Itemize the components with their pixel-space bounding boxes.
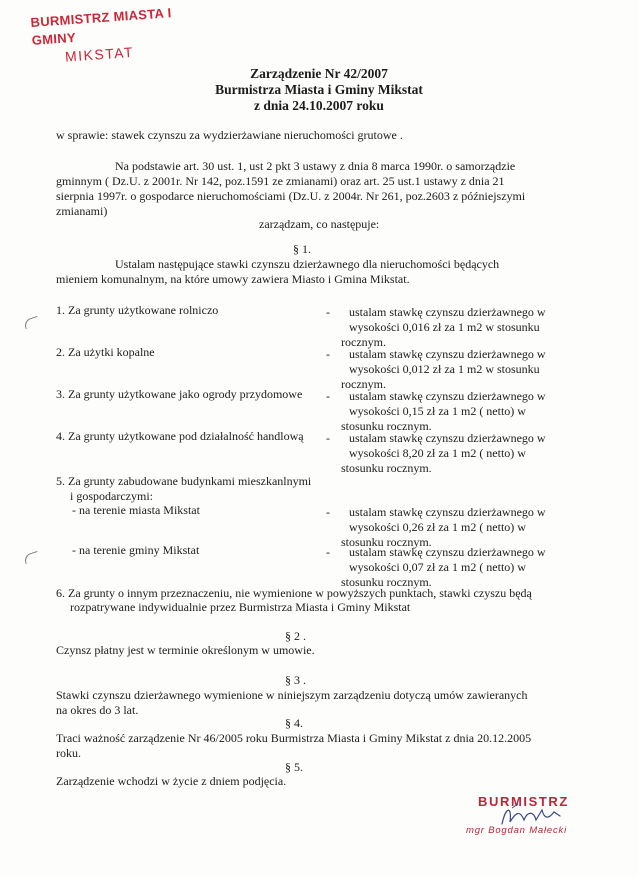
section-4-text-line-2: roku. <box>56 746 81 760</box>
item-3-detail-line-3: stosunku rocznym. <box>341 419 432 433</box>
signature-name-stamp: mgr Bogdan Małecki <box>466 825 567 836</box>
item-3-label: 3. Za grunty użytkowane jako ogrody przydomowe <box>56 387 303 401</box>
item-2-detail-line-3: rocznym. <box>341 377 386 391</box>
section-3-text-line-1: Stawki czynszu dzierżawnego wymienione w niniejszym zarządzeniu dotyczą umów zawieranych <box>56 688 528 702</box>
item-4-detail-line-3: stosunku rocznym. <box>341 461 432 475</box>
legal-basis-line-4: zmianami) <box>56 204 108 218</box>
item-4-dash: - <box>326 431 330 445</box>
legal-basis-line-3: sierpnia 1997r. o gospodarce nieruchomościami (Dz.U. z 2004r. Nr 261, poz.2603 z późniejszymi <box>56 189 526 203</box>
section-2-heading: § 2 . <box>285 629 306 643</box>
legal-basis-line-2: gminnym ( Dz.U. z 2001r. Nr 142, poz.1591 ze zmianami) oraz art. 25 ust.1 ustawy z dnia 21 <box>56 174 505 188</box>
signature-title-stamp: BURMISTRZ <box>478 794 569 809</box>
stamp-line-1: BURMISTRZ MIASTA I GMINY <box>30 5 172 48</box>
stamp-line-2: MIKSTAT <box>64 43 135 65</box>
section-2-text: Czynsz płatny jest w terminie określonym w umowie. <box>56 643 315 657</box>
item-1-detail-line-3: rocznym. <box>341 335 386 349</box>
item-5a-detail-line-2: wysokości 0,26 zł za 1 m2 ( netto) w <box>349 520 526 534</box>
item-1-detail-line-1: ustalam stawkę czynszu dzierżawnego w <box>349 305 546 319</box>
item-1-dash: - <box>326 305 330 319</box>
legal-basis-line-1: Na podstawie art. 30 ust. 1, ust 2 pkt 3 ustawy z dnia 8 marca 1990r. o samorządzie <box>115 159 516 173</box>
section-4-text-line-1: Traci ważność zarządzenie Nr 46/2005 roku Burmistrza Miasta i Gminy Mikstat z dnia 20.12.2005 <box>56 731 532 745</box>
item-3-detail <box>341 389 576 434</box>
item-5a-detail-line-1: ustalam stawkę czynszu dzierżawnego w <box>349 505 546 519</box>
item-5b-dash: - <box>326 545 330 559</box>
item-5b-detail <box>341 545 576 590</box>
item-3-detail-line-1: ustalam stawkę czynszu dzierżawnego w <box>349 389 546 403</box>
item-1-detail-line-2: wysokości 0,016 zł za 1 m2 w stosunku <box>349 320 540 334</box>
item-2-dash: - <box>326 347 330 361</box>
item-1-detail <box>341 305 576 350</box>
item-2-detail-line-1: ustalam stawkę czynszu dzierżawnego w <box>349 347 546 361</box>
item-5b-label: - na terenie gminy Mikstat <box>72 543 200 557</box>
section-3-heading: § 3 . <box>285 673 306 687</box>
item-4-detail-line-2: wysokości 8,20 zł za 1 m2 ( netto) w <box>349 446 526 460</box>
section-5-heading: § 5. <box>285 760 303 774</box>
title-line-2: Burmistrza Miasta i Gminy Mikstat <box>215 82 423 97</box>
section-1-intro-line-2: mieniem komunalnym, na które umowy zawiera Miasto i Gmina Mikstat. <box>56 272 410 286</box>
subject-line: w sprawie: stawek czynszu za wydzierżawiane nieruchomości grutowe . <box>56 128 403 142</box>
item-5a-dash: - <box>326 505 330 519</box>
item-5b-detail-line-1: ustalam stawkę czynszu dzierżawnego w <box>349 545 546 559</box>
item-4-detail <box>341 431 576 476</box>
item-5a-detail-line-3: stosunku rocznym. <box>341 535 432 549</box>
section-3-text-line-2: na okres do 3 lat. <box>56 703 139 717</box>
item-2-label: 2. Za użytki kopalne <box>56 345 155 359</box>
item-5b-detail-line-3: stosunku rocznym. <box>341 575 432 589</box>
item-5-label-line-2: i gospodarczymi: <box>70 489 153 503</box>
item-5a-label: - na terenie miasta Mikstat <box>72 503 200 517</box>
item-4-detail-line-1: ustalam stawkę czynszu dzierżawnego w <box>349 431 546 445</box>
item-3-detail-line-2: wysokości 0,15 zł za 1 m2 ( netto) w <box>349 404 526 418</box>
binder-mark-upper <box>23 316 40 329</box>
item-1-label: 1. Za grunty użytkowane rolniczo <box>56 303 219 317</box>
item-2-detail-line-2: wysokości 0,012 zł za 1 m2 w stosunku <box>349 362 540 376</box>
section-5-text: Zarządzenie wchodzi w życie z dniem podjęcia. <box>56 774 287 788</box>
item-5-label-line-1: 5. Za grunty zabudowane budynkami mieszkanlnymi <box>56 474 312 488</box>
item-4-label: 4. Za grunty użytkowane pod działalność handlową <box>56 429 304 443</box>
section-1-heading: § 1. <box>293 242 311 256</box>
item-3-dash: - <box>326 389 330 403</box>
item-2-detail <box>341 347 576 392</box>
section-1-intro-line-1: Ustalam następujące stawki czynszu dzierżawnego dla nieruchomości będących <box>115 257 500 271</box>
item-6-line-1: 6. Za grunty o innym przeznaczeniu, nie wymienione w powyższych punktach, stawki czyszu będą <box>56 586 532 600</box>
title-line-1: Zarządzenie Nr 42/2007 <box>250 66 388 81</box>
decree-line: zarządzam, co następuje: <box>259 217 380 231</box>
office-stamp <box>30 4 183 68</box>
title-line-3: z dnia 24.10.2007 roku <box>254 98 384 113</box>
item-6-line-2: rozpatrywane indywidualnie przez Burmistrza Miasta i Gminy Mikstat <box>70 600 411 614</box>
document-title <box>0 66 638 114</box>
binder-mark-lower <box>23 551 40 564</box>
item-5b-detail-line-2: wysokości 0,07 zł za 1 m2 ( netto) w <box>349 560 526 574</box>
section-4-heading: § 4. <box>285 716 303 730</box>
item-5a-detail <box>341 505 576 550</box>
